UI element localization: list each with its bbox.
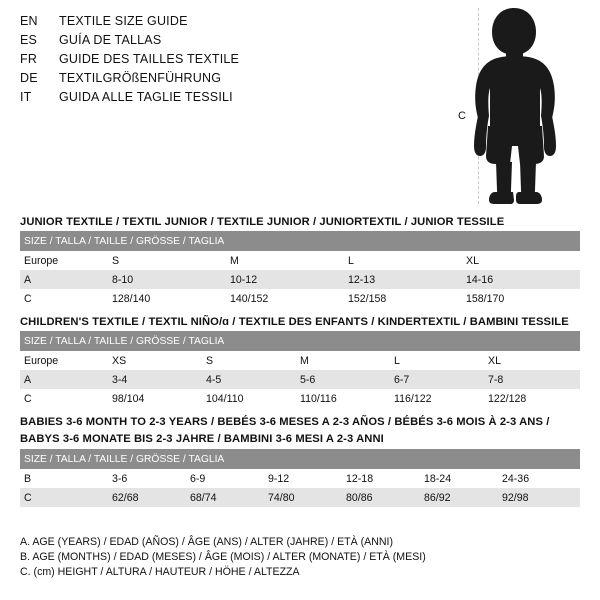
- section-title-babies: BABIES 3-6 MONTH TO 2-3 YEARS / BEBÉS 3-6 MESES A 2-3 AÑOS / BÉBÉS 3-6 MOIS À 2-3 ANS /: [20, 416, 550, 428]
- legend-line-a: A. AGE (YEARS) / EDAD (AÑOS) / ÂGE (ANS) / ALTER (JAHRE) / ETÀ (ANNI): [20, 536, 393, 548]
- table-children: [20, 331, 580, 408]
- cell: 158/170: [462, 289, 580, 308]
- cell: 98/104: [108, 389, 202, 408]
- language-code: DE: [20, 71, 38, 85]
- legend-block: [20, 535, 580, 580]
- legend-line-b: B. AGE (MONTHS) / EDAD (MESES) / ÂGE (MOIS) / ALTER (MONATE) / ETÀ (MESI): [20, 551, 426, 563]
- table-header-label: SIZE / TALLA / TAILLE / GRÖSSE / TAGLIA: [20, 449, 580, 469]
- language-row: [20, 71, 420, 90]
- cell: 24-36: [498, 469, 580, 488]
- cell: S: [108, 251, 226, 270]
- table-row: [20, 251, 580, 270]
- cell: 104/110: [202, 389, 296, 408]
- cell: 12-18: [342, 469, 420, 488]
- cell: XL: [462, 251, 580, 270]
- language-title: GUIDE DES TAILLES TEXTILE: [59, 52, 240, 66]
- cell: XL: [484, 351, 580, 370]
- cell: 8-10: [108, 270, 226, 289]
- section-title-junior: JUNIOR TEXTILE / TEXTIL JUNIOR / TEXTILE JUNIOR / JUNIORTEXTIL / JUNIOR TESSILE: [20, 216, 505, 228]
- row-label: Europe: [20, 251, 108, 270]
- table-row: [20, 270, 580, 289]
- cell: 4-5: [202, 370, 296, 389]
- cell: 92/98: [498, 488, 580, 507]
- language-title: GUIDA ALLE TAGLIE TESSILI: [59, 90, 233, 104]
- cell: 152/158: [344, 289, 462, 308]
- table-row: [20, 231, 580, 251]
- table-row: [20, 351, 580, 370]
- figure-area: [440, 6, 590, 206]
- language-title: TEXTILGRÖßENFÜHRUNG: [59, 71, 222, 85]
- table-row: [20, 331, 580, 351]
- table-junior: [20, 231, 580, 308]
- cell: 68/74: [186, 488, 264, 507]
- table-row: [20, 389, 580, 408]
- cell: L: [344, 251, 462, 270]
- table-row: [20, 488, 580, 507]
- cell: 74/80: [264, 488, 342, 507]
- language-code: ES: [20, 33, 38, 47]
- cell: 3-4: [108, 370, 202, 389]
- cell: 12-13: [344, 270, 462, 289]
- language-row: [20, 33, 420, 52]
- cell: L: [390, 351, 484, 370]
- cell: 86/92: [420, 488, 498, 507]
- cell: M: [226, 251, 344, 270]
- section-junior: [20, 216, 580, 308]
- row-label: Europe: [20, 351, 108, 370]
- cell: 116/122: [390, 389, 484, 408]
- cell: 128/140: [108, 289, 226, 308]
- cell: M: [296, 351, 390, 370]
- row-label: C: [20, 289, 108, 308]
- cell: 18-24: [420, 469, 498, 488]
- table-row: [20, 469, 580, 488]
- table-header-label: SIZE / TALLA / TAILLE / GRÖSSE / TAGLIA: [20, 331, 580, 351]
- language-row: [20, 90, 420, 109]
- table-babies: [20, 449, 580, 507]
- language-code: EN: [20, 14, 38, 28]
- language-title: TEXTILE SIZE GUIDE: [59, 14, 188, 28]
- table-row: [20, 449, 580, 469]
- legend-line-c: C. (cm) HEIGHT / ALTURA / HAUTEUR / HÖHE / ALTEZZA: [20, 566, 300, 578]
- table-header-label: SIZE / TALLA / TAILLE / GRÖSSE / TAGLIA: [20, 231, 580, 251]
- toddler-silhouette-icon: [462, 6, 572, 206]
- table-row: [20, 370, 580, 389]
- section-title-children: CHILDREN'S TEXTILE / TEXTIL NIÑO/ɑ / TEXTILE DES ENFANTS / KINDERTEXTIL / BAMBINI TESSILE: [20, 316, 569, 328]
- cell: 6-9: [186, 469, 264, 488]
- cell: 6-7: [390, 370, 484, 389]
- cell: 5-6: [296, 370, 390, 389]
- cell: 140/152: [226, 289, 344, 308]
- language-code: FR: [20, 52, 38, 66]
- row-label: C: [20, 389, 108, 408]
- cell: 7-8: [484, 370, 580, 389]
- row-label: C: [20, 488, 108, 507]
- language-row: [20, 52, 420, 71]
- measure-label-c: C: [458, 110, 466, 122]
- section-title-babies-line2: BABYS 3-6 MONATE BIS 2-3 JAHRE / BAMBINI 3-6 MESI A 2-3 ANNI: [20, 432, 384, 445]
- table-row: [20, 289, 580, 308]
- language-title-block: [20, 14, 420, 109]
- row-label: A: [20, 370, 108, 389]
- cell: 14-16: [462, 270, 580, 289]
- language-code: IT: [20, 90, 32, 104]
- cell: XS: [108, 351, 202, 370]
- cell: 3-6: [108, 469, 186, 488]
- cell: 80/86: [342, 488, 420, 507]
- cell: 122/128: [484, 389, 580, 408]
- row-label: A: [20, 270, 108, 289]
- language-title: GUÍA DE TALLAS: [59, 33, 162, 47]
- cell: 10-12: [226, 270, 344, 289]
- cell: 110/116: [296, 389, 390, 408]
- cell: S: [202, 351, 296, 370]
- row-label: B: [20, 469, 108, 488]
- language-row: [20, 14, 420, 33]
- cell: 62/68: [108, 488, 186, 507]
- section-children: [20, 316, 580, 408]
- section-babies: [20, 416, 580, 507]
- cell: 9-12: [264, 469, 342, 488]
